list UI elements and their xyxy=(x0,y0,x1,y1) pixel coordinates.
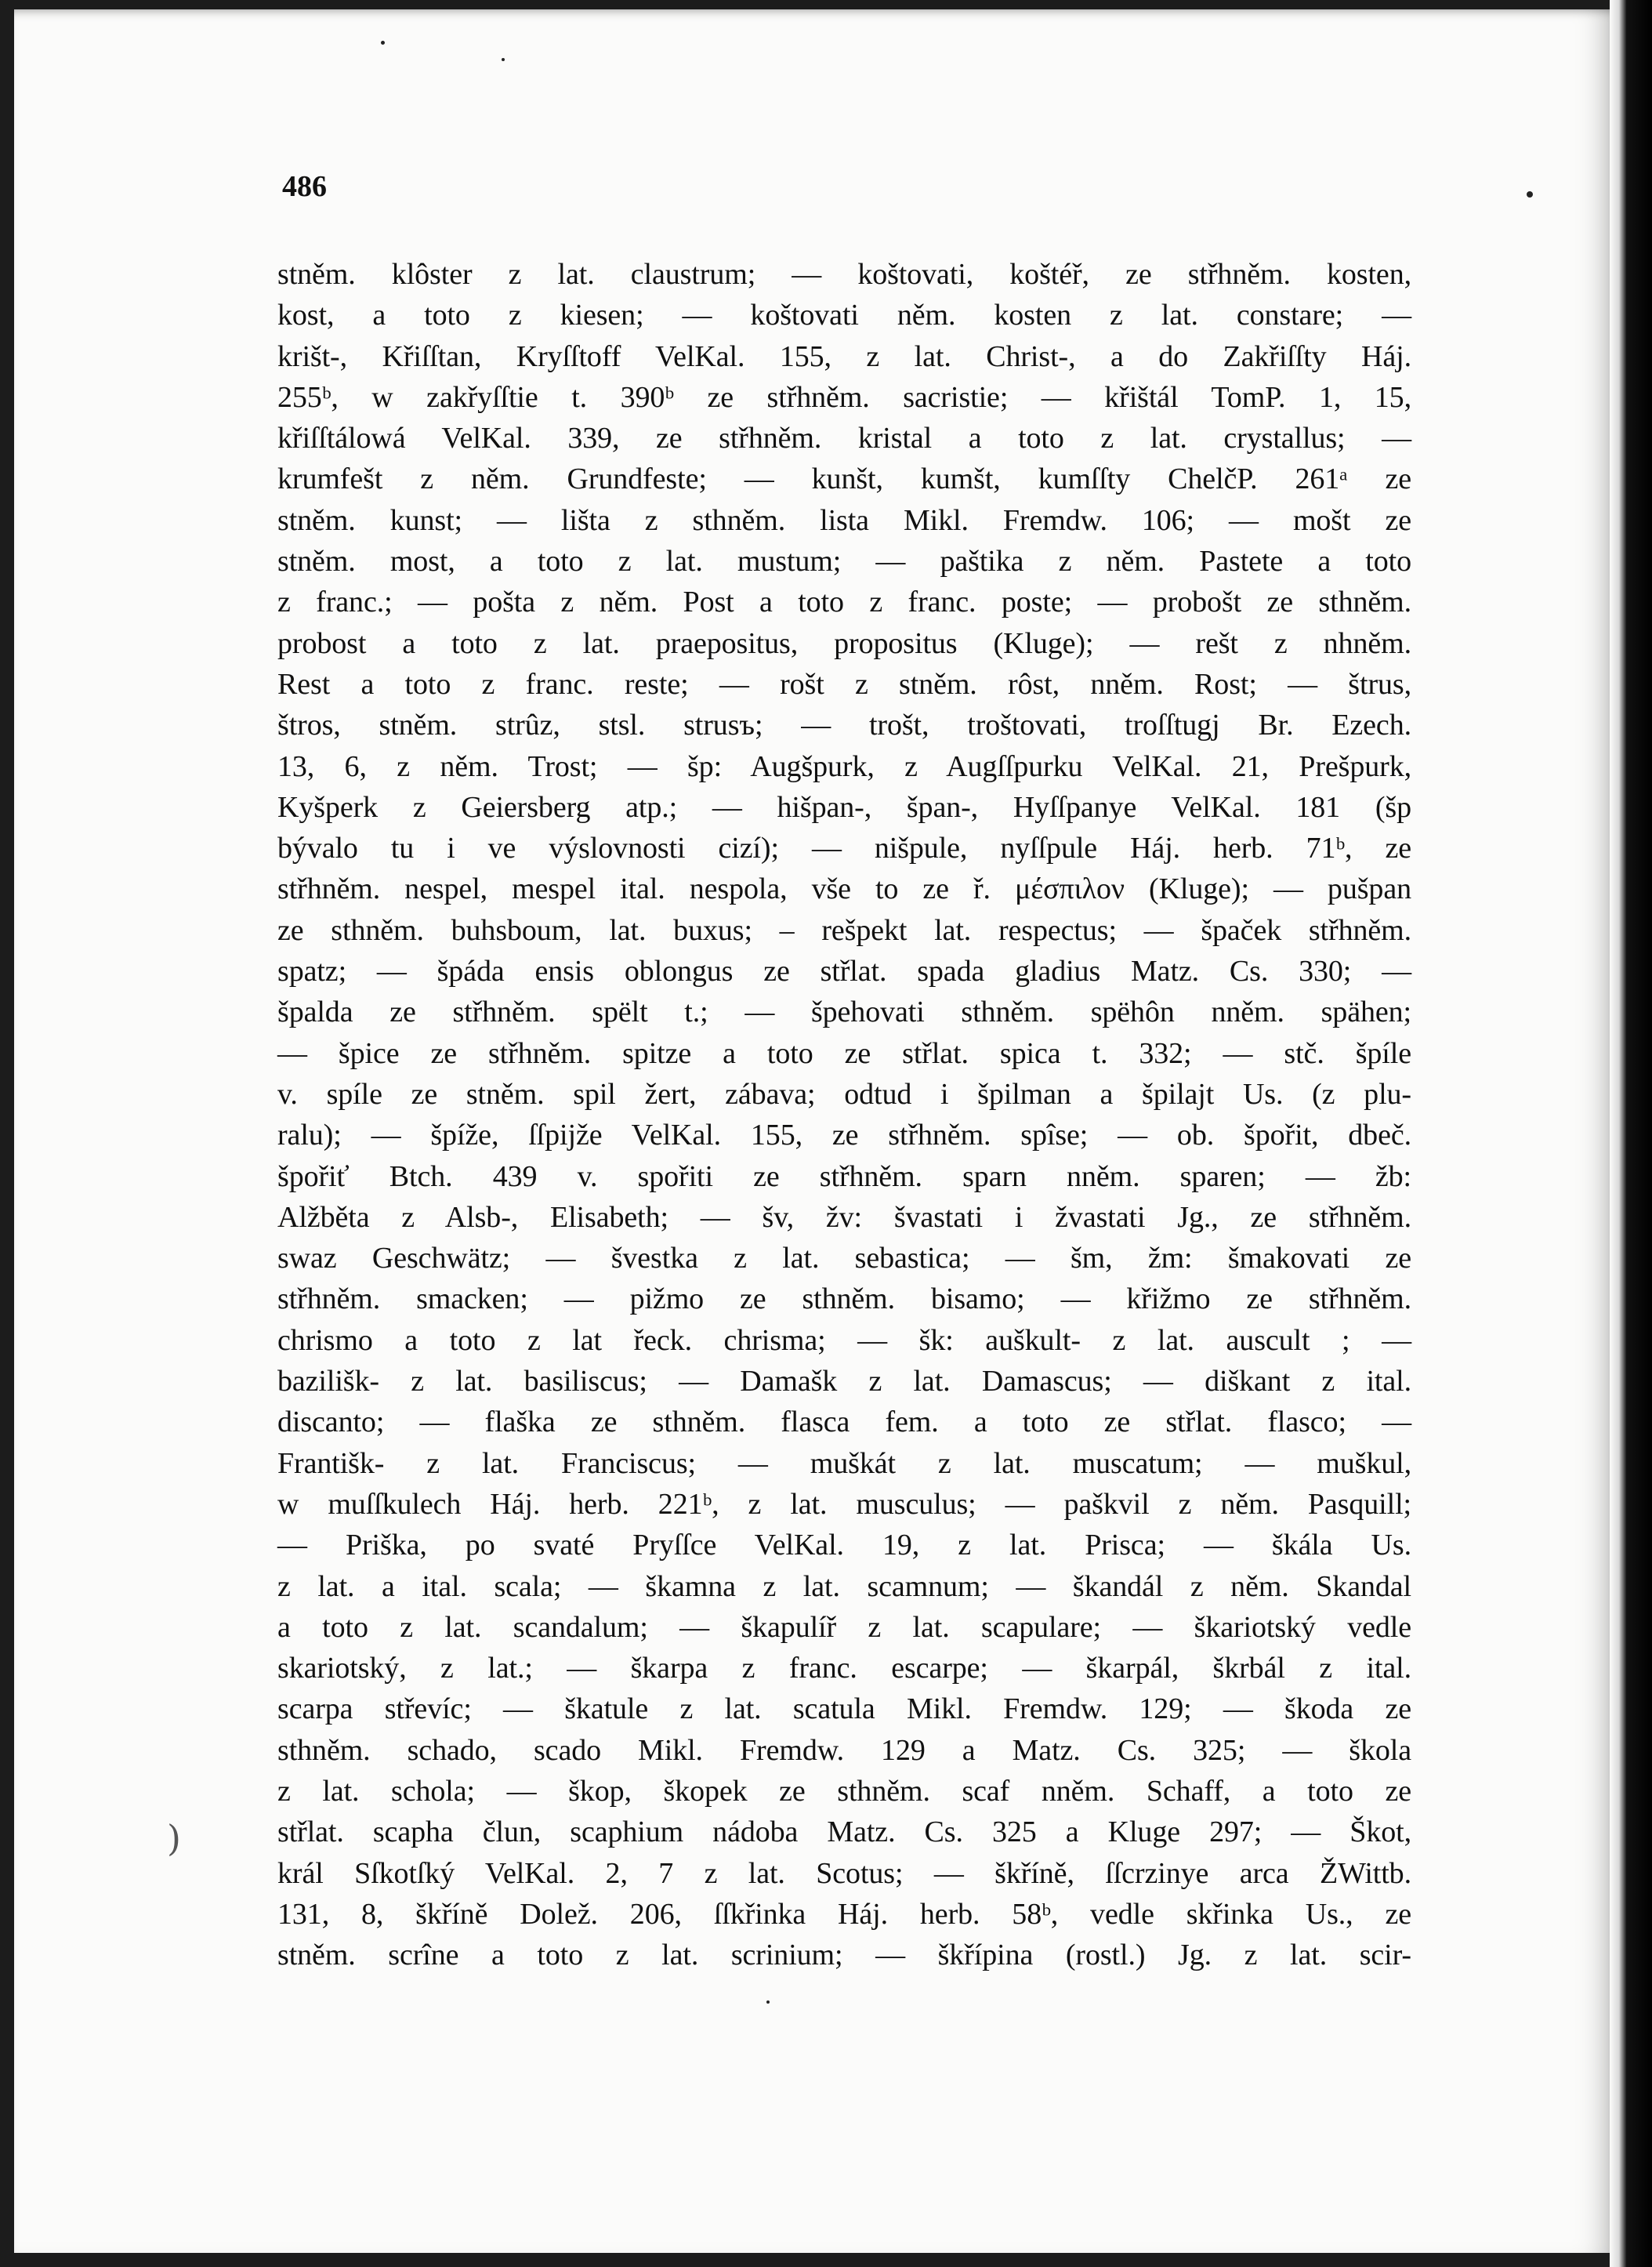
text-line: stněm. kunst; — lišta z sthněm. lista Mikl. Fremdw. 106; — mošt ze xyxy=(277,503,1411,537)
text-line: stněm. klôster z lat. claustrum; — koštovati, koštéř, ze střhněm. kosten, xyxy=(277,258,1411,291)
text-line: sthněm. schado, scado Mikl. Fremdw. 129 a Matz. Cs. 325; — škola xyxy=(277,1733,1411,1767)
text-line: špalda ze střhněm. spëlt t.; — špehovati sthněm. spëhôn nněm. spähen; xyxy=(277,996,1411,1029)
text-line: probost a toto z lat. praepositus, propositus (Kluge); — rešt z nhněm. xyxy=(277,626,1411,660)
text-line: v. spíle ze stněm. spil žert, zábava; odtud i špilman a špilajt Us. (z plu- xyxy=(277,1077,1411,1111)
text-line: střlat. scapha člun, scaphium nádoba Matz. Cs. 325 a Kluge 297; — Škot, xyxy=(277,1815,1411,1849)
text-line: 131, 8, škříně Dolež. 206, ſſkřinka Háj. herb. 58ᵇ, vedle skřinka Us., ze xyxy=(277,1897,1411,1931)
margin-mark: ) xyxy=(167,1817,181,1859)
text-line: z franc.; — pošta z něm. Post a toto z franc. poste; — probošt ze sthněm. xyxy=(277,586,1411,619)
text-line: Alžběta z Alsb-, Elisabeth; — šv, žv: švastati i žvastati Jg., ze střhněm. xyxy=(277,1200,1411,1234)
text-body xyxy=(277,254,1411,1975)
text-line: křiſſtálowá VelKal. 339, ze střhněm. kristal a toto z lat. crystallus; — xyxy=(277,422,1411,455)
text-line: 255ᵇ, w zakřyſſtie t. 390ᵇ ze střhněm. sacristie; — křištál TomP. 1, 15, xyxy=(277,380,1411,414)
text-line: krišt-, Křiſſtan, Kryſſtoff VelKal. 155, z lat. Christ-, a do Zakřiſſty Háj. xyxy=(277,339,1411,373)
text-line: a toto z lat. scandalum; — škapulíř z lat. scapulare; — škariotský vedle xyxy=(277,1610,1411,1644)
text-line: král Sſkotſký VelKal. 2, 7 z lat. Scotus; — škříně, ſſcrzinye arca ŽWittb. xyxy=(277,1856,1411,1890)
text-line: Františk- z lat. Franciscus; — muškát z lat. muscatum; — muškul, xyxy=(277,1446,1411,1480)
text-line: kost, a toto z kiesen; — koštovati něm. kosten z lat. constare; — xyxy=(277,299,1411,332)
text-line: krumfešt z něm. Grundfeste; — kunšt, kumšt, kumſſty ChelčP. 261ᵃ ze xyxy=(277,462,1411,496)
text-line: discanto; — flaška ze sthněm. flasca fem. a toto ze střlat. flasco; — xyxy=(277,1406,1411,1439)
dust-speck xyxy=(502,58,505,61)
text-line: — Priška, po svaté Pryſſce VelKal. 19, z lat. Prisca; — škála Us. xyxy=(277,1529,1411,1562)
text-line: z lat. a ital. scala; — škamna z lat. scamnum; — škandál z něm. Skandal xyxy=(277,1569,1411,1603)
text-line: skariotský, z lat.; — škarpa z franc. escarpe; — škarpál, škrbál z ital. xyxy=(277,1652,1411,1685)
text-line: ze sthněm. buhsboum, lat. buxus; – rešpekt lat. respectus; — špaček střhněm. xyxy=(277,913,1411,947)
text-line: ralu); — špíže, ſſpijže VelKal. 155, ze střhněm. spîse; — ob. špořit, dbeč. xyxy=(277,1119,1411,1152)
text-line: scarpa střevíc; — škatule z lat. scatula Mikl. Fremdw. 129; — škoda ze xyxy=(277,1692,1411,1726)
text-line: stněm. most, a toto z lat. mustum; — paštika z něm. Pastete a toto xyxy=(277,545,1411,579)
text-line: 13, 6, z něm. Trost; — šp: Augšpurk, z Augſſpurku VelKal. 21, Prešpurk, xyxy=(277,749,1411,783)
text-line: spatz; — špáda ensis oblongus ze střlat. spada gladius Matz. Cs. 330; — xyxy=(277,955,1411,988)
text-line: bývalo tu i ve výslovnosti cizí); — nišpule, nyſſpule Háj. herb. 71ᵇ, ze xyxy=(277,832,1411,865)
book-binding-edge xyxy=(1610,0,1652,2267)
text-line: swaz Geschwätz; — švestka z lat. sebastica; — šm, žm: šmakovati ze xyxy=(277,1242,1411,1275)
dust-speck xyxy=(766,2000,770,2004)
text-line: — špice ze střhněm. spitze a toto ze střlat. spica t. 332; — stč. špíle xyxy=(277,1036,1411,1070)
dust-speck xyxy=(381,41,385,45)
text-line: štros, stněm. strûz, stsl. strusъ; — trošt, troštovati, troſſtugj Br. Ezech. xyxy=(277,709,1411,742)
text-line: z lat. schola; — škop, škopek ze sthněm. scaf nněm. Schaff, a toto ze xyxy=(277,1774,1411,1808)
dust-speck xyxy=(1527,191,1533,198)
text-line: Rest a toto z franc. reste; — rošt z stněm. rôst, nněm. Rost; — štrus, xyxy=(277,667,1411,701)
text-line: špořiť Btch. 439 v. spořiti ze střhněm. sparn nněm. sparen; — žb: xyxy=(277,1159,1411,1193)
text-line: střhněm. smacken; — pižmo ze sthněm. bisamo; — křižmo ze střhněm. xyxy=(277,1282,1411,1316)
text-line: střhněm. nespel, mespel ital. nespola, vše to ze ř. μέσπιλον (Kluge); — pušpan xyxy=(277,872,1411,906)
text-line: w muſſkulech Háj. herb. 221ᵇ, z lat. musculus; — paškvil z něm. Pasquill; xyxy=(277,1487,1411,1521)
text-line: bazilišk- z lat. basiliscus; — Damašk z lat. Damascus; — diškant z ital. xyxy=(277,1365,1411,1398)
text-line: chrismo a toto z lat řeck. chrisma; — šk: auškult- z lat. auscult ; — xyxy=(277,1323,1411,1357)
page-number: 486 xyxy=(282,170,327,203)
text-line: stněm. scrîne a toto z lat. scrinium; — škřípina (rostl.) Jg. z lat. scir- xyxy=(277,1939,1411,1972)
text-line: Kyšperk z Geiersberg atp.; — hišpan-, špan-, Hyſſpanye VelKal. 181 (šp xyxy=(277,790,1411,824)
